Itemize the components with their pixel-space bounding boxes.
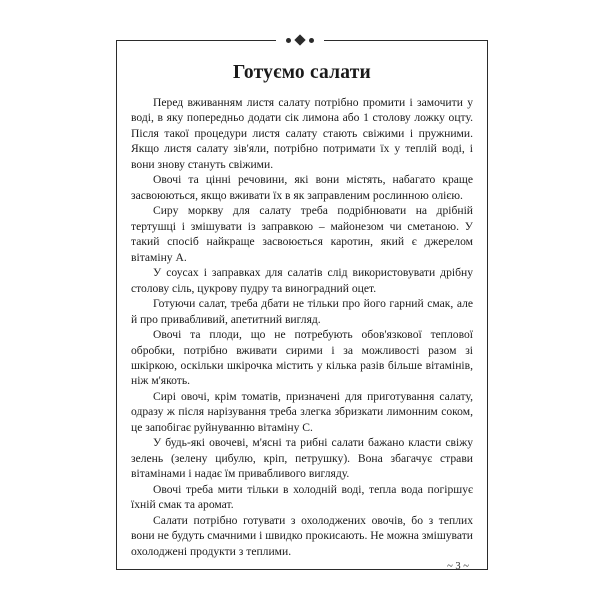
header-ornament — [276, 36, 324, 44]
paragraph: Овочі треба мити тільки в холодній воді, тепла вода погіршує їхній смак та аромат. — [131, 482, 473, 512]
document-body — [131, 62, 473, 559]
ornament-dot-right — [309, 38, 314, 43]
ornament-diamond-icon — [294, 34, 305, 45]
paragraph: У будь-які овочеві, м'ясні та рибні салати бажано класти свіжу зелень (зелену цибулю, кріп, петрушку). Вона збагачує страви вітамінами і надає їм привабливого вигляду. — [131, 436, 473, 481]
paragraph: Перед вживанням листя салату потрібно промити і замочити у воді, в яку попередньо додати сік лимона або 1 столову ложку оцту. Після такої процедури листя салату стають свіжими і пружними. Якщо листя салату зів'яли, потрібно потримати їх у теплій воді, і вони знову стануть свіжими. — [131, 96, 473, 171]
page-title: Готуємо салати — [233, 62, 371, 83]
paragraph: Овочі та цінні речовини, які вони містять, набагато краще засвоюються, якщо вживати їх в як заправленим рослинною олією. — [131, 173, 473, 202]
paragraph: У соусах і заправках для салатів слід використовувати дрібну столову сіль, цукрову пудру та виноградний оцет. — [131, 266, 473, 295]
paragraph: Сирі овочі, крім томатів, призначені для приготування салату, одразу ж після нарізування треба злегка збризкати лимонним соком, це запобігає руйнуванню вітаміну С. — [131, 389, 473, 434]
paragraph: Салати потрібно готувати з охолоджених овочів, бо з теплих вони не будуть смачними і швидко прокисають. Не можна змішувати охолоджені продукти з теплими. — [131, 513, 473, 558]
ornament-dot-left — [286, 38, 291, 43]
paragraph: Овочі та плоди, що не потребують обов'язкової теплової обробки, потрібно вживати сирими і за можливості разом зі шкіркою, оскільки шкірочка містить у кілька разів більше вітамінів, ніж м'якоть. — [131, 328, 473, 388]
page-number: ~ 3 ~ — [447, 561, 469, 572]
paragraph: Готуючи салат, треба дбати не тільки про його гарний смак, але й про привабливий, апетитний вигляд. — [131, 297, 473, 326]
paragraph: Сиру моркву для салату треба подрібнювати на дрібній тертушці і змішувати із заправкою – майонезом чи сметаною. У такий спосіб найкраще засвоюється каротин, який є джерелом вітаміну А. — [131, 204, 473, 264]
